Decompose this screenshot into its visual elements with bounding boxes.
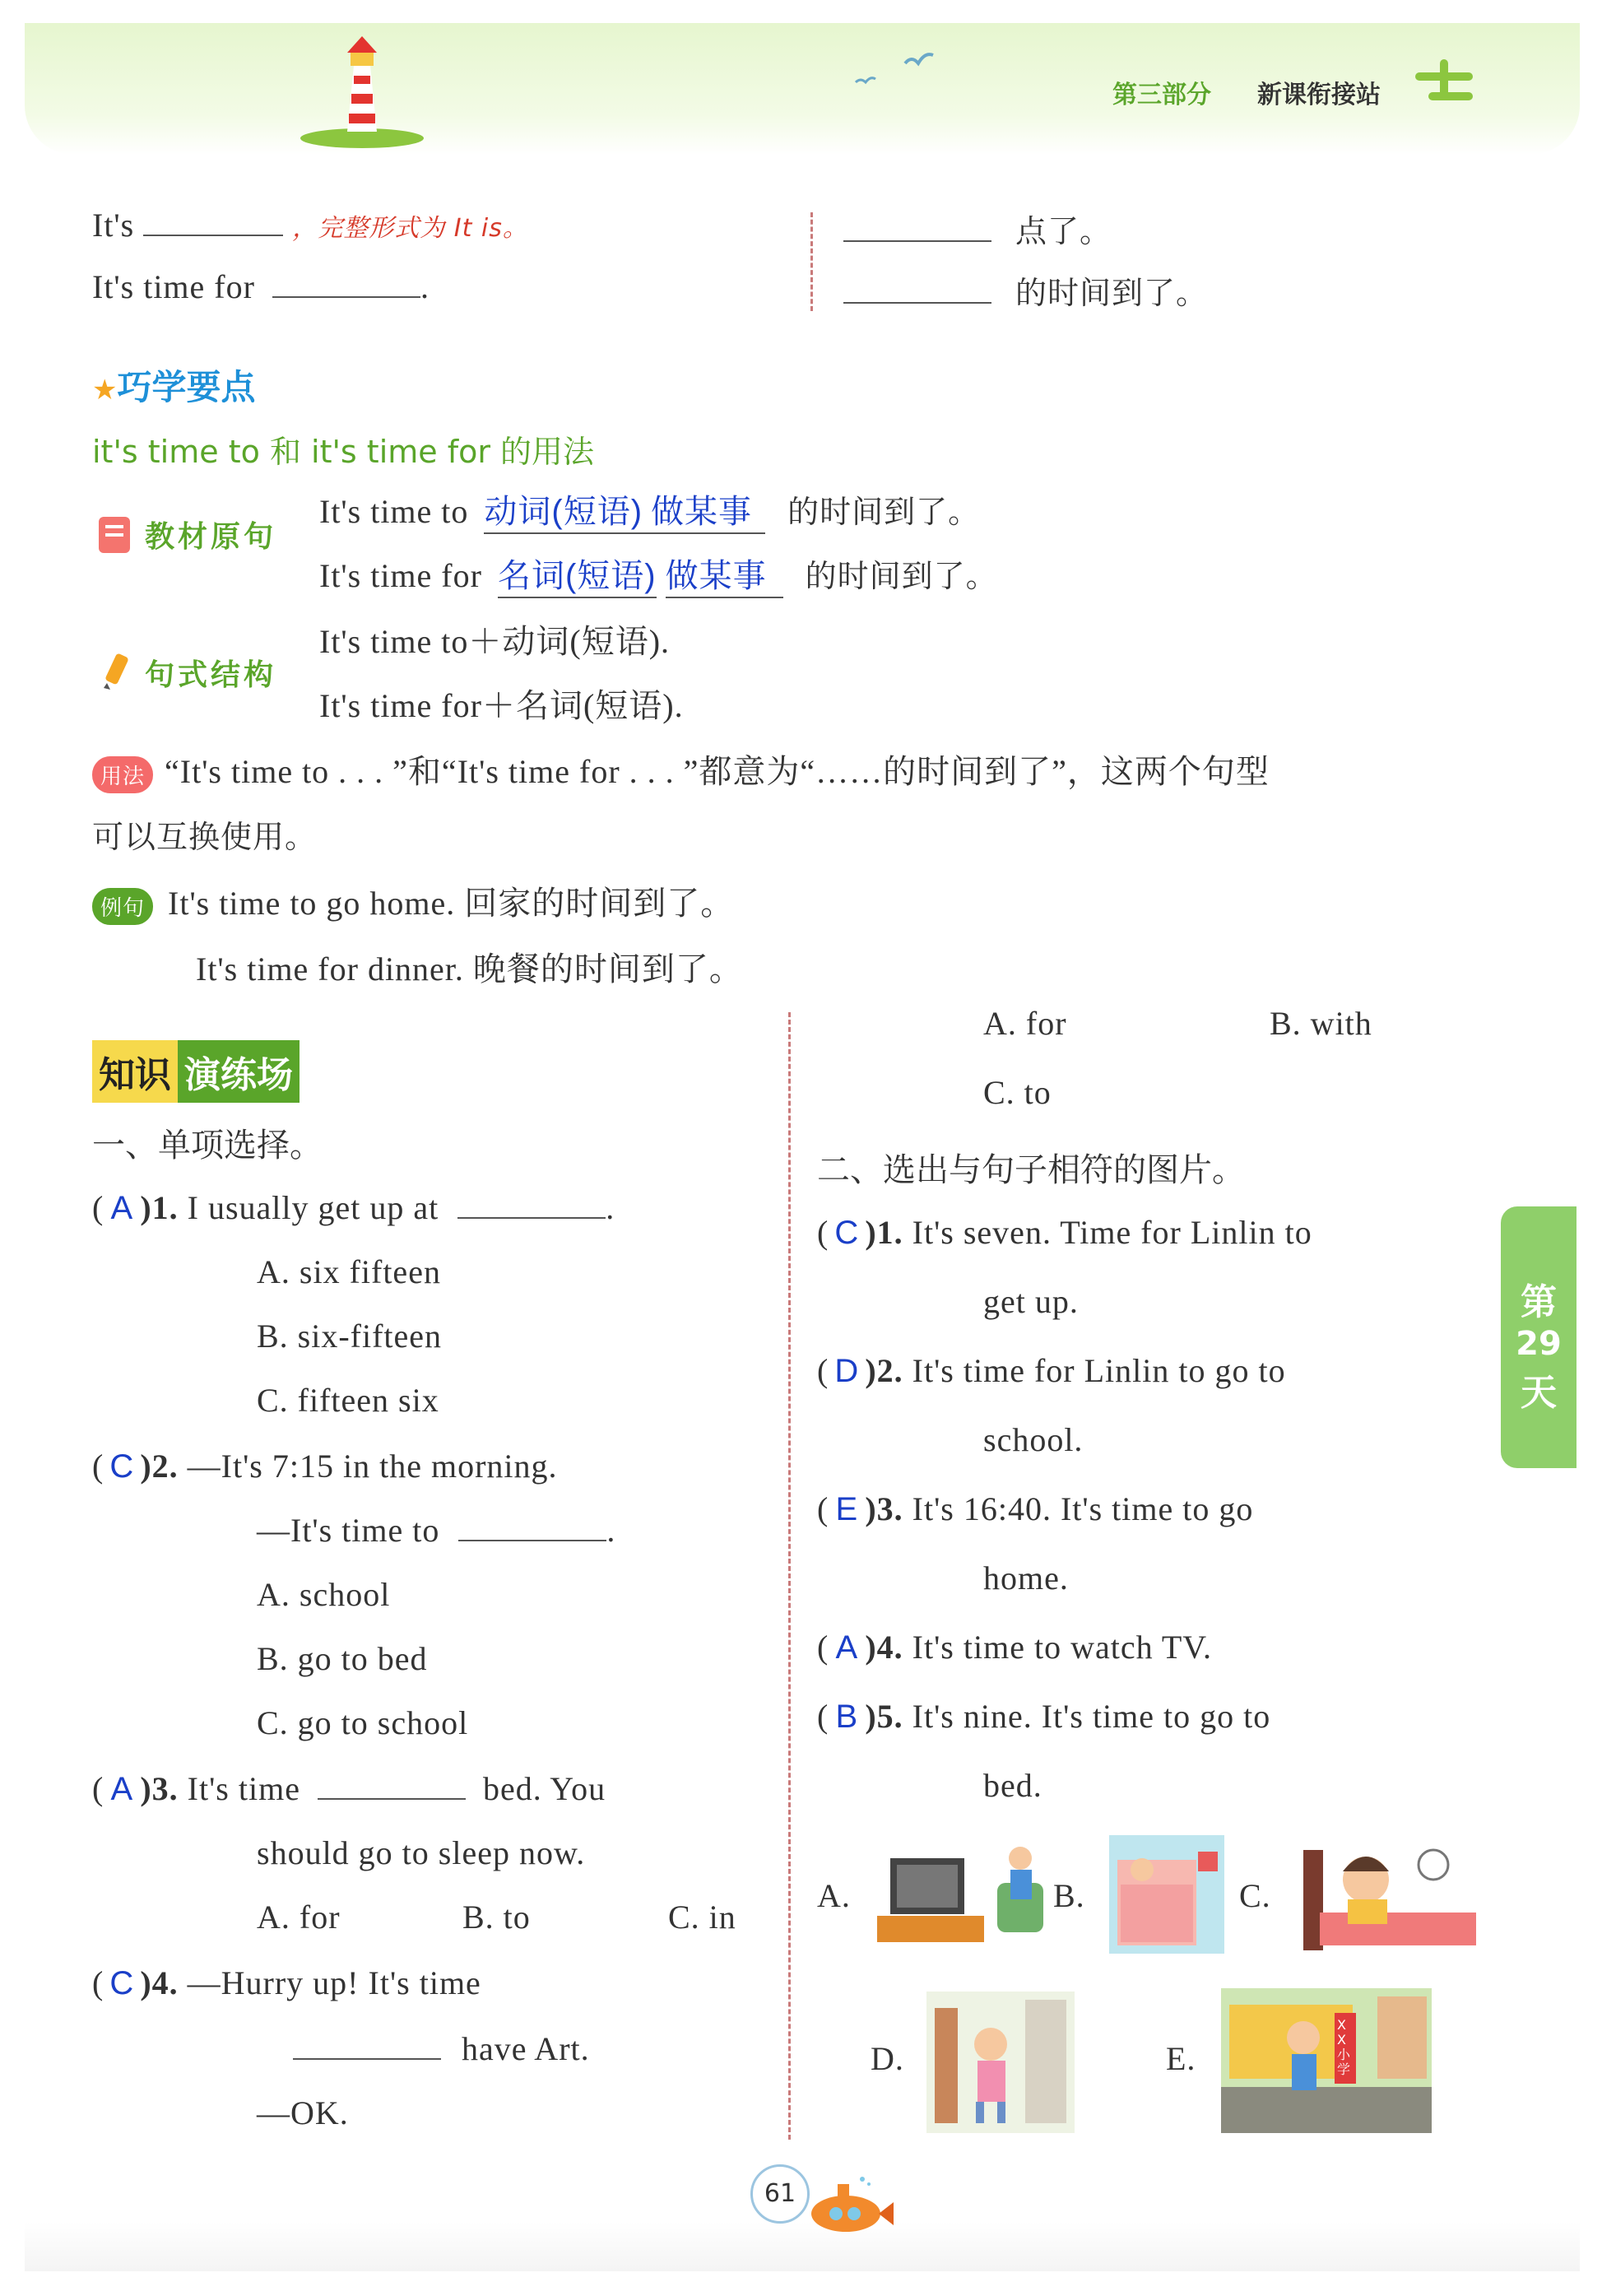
example-line-1 xyxy=(92,877,734,925)
match-1-answer: C xyxy=(834,1215,860,1251)
q4-blank xyxy=(293,2058,441,2060)
match-3-num: )3. xyxy=(865,1490,903,1527)
q2-answer: C xyxy=(109,1448,135,1485)
match-3-answer: E xyxy=(835,1491,859,1527)
practice-banner-b: 演练场 xyxy=(178,1040,300,1103)
top-row-2-end: . xyxy=(420,268,430,305)
structure-label-text: 句式结构 xyxy=(145,658,277,692)
star-icon: ★ xyxy=(92,374,118,407)
q1-option-b: B. six-fifteen xyxy=(257,1318,443,1355)
top-row-1-note: ，完整形式为 It is。 xyxy=(292,214,528,243)
top-row-2-text: It's time for xyxy=(92,268,255,305)
textbook-line-1-fill2: 做某事 xyxy=(643,486,765,534)
q1-end: . xyxy=(606,1189,615,1226)
q2-stem2-text: —It's time to xyxy=(257,1512,440,1549)
textbook-line-1-end: 的时间到了。 xyxy=(787,494,981,530)
textbook-line-1 xyxy=(319,486,980,534)
q3-option-b: B. to xyxy=(462,1899,531,1936)
q2-blank xyxy=(458,1540,606,1541)
top-row-2-right xyxy=(843,267,1208,313)
tips-heading-text: 巧学要点 xyxy=(117,367,256,407)
practice-banner-a: 知识 xyxy=(92,1040,178,1103)
book-icon xyxy=(92,512,137,556)
q4-answer: C xyxy=(109,1965,135,2001)
top-row-1-right-blank xyxy=(843,240,991,242)
q4-option-a: A. for xyxy=(983,1005,1067,1042)
q2-option-c: C. go to school xyxy=(257,1704,469,1741)
q3-stem-1: ( A )3. It's time bed. You xyxy=(92,1770,606,1807)
q2-stem1-text: —It's 7:15 in the morning. xyxy=(187,1448,558,1485)
tv-picture xyxy=(874,1834,1047,1949)
bed-picture xyxy=(1109,1835,1224,1954)
pic-label-a: A. xyxy=(817,1877,851,1914)
q4-stem2-text: have Art. xyxy=(462,2030,590,2067)
q3-stem-2: should go to sleep now. xyxy=(257,1834,586,1871)
match-3-l2: home. xyxy=(983,1559,1069,1597)
top-table-divider xyxy=(810,212,813,311)
top-row-1-text: It's xyxy=(92,207,135,244)
page-number: 61 xyxy=(750,2164,810,2224)
walking-home-picture xyxy=(1221,1988,1432,2133)
header-title: 新课衔接站 xyxy=(1257,81,1381,109)
match-5: ( B )5. It's nine. It's time to go to xyxy=(817,1698,1271,1735)
textbook-line-1-start: It's time to xyxy=(319,493,469,530)
top-row-1-right-text: 点了。 xyxy=(1015,213,1112,249)
textbook-line-1-fill1: 动词(短语) xyxy=(484,486,643,534)
seagull-icon xyxy=(847,45,938,95)
pic-label-e: E. xyxy=(1166,2040,1196,2077)
header-section-label: 第三部分 xyxy=(1112,81,1211,109)
match-1-num: )1. xyxy=(865,1214,903,1251)
match-5-answer: B xyxy=(835,1699,859,1735)
header-deco-icon xyxy=(1409,56,1483,114)
top-row-1-right xyxy=(843,206,1112,251)
pencil-icon xyxy=(92,650,137,695)
q2-option-a: A. school xyxy=(257,1576,391,1613)
pic-label-d: D. xyxy=(871,2040,904,2077)
match-4-num: )4. xyxy=(865,1629,903,1666)
match-1: ( C )1. It's seven. Time for Linlin to xyxy=(817,1214,1312,1251)
practice-divider xyxy=(788,1012,791,2140)
q3-stem1b: bed. You xyxy=(482,1770,606,1807)
match-2-l2: school. xyxy=(983,1421,1084,1458)
q4-options-ab xyxy=(983,1004,1372,1043)
usage-line-2: 可以互换使用。 xyxy=(92,819,318,855)
textbook-line-2-fill1: 名词(短语) xyxy=(498,550,657,598)
q2-num: )2. xyxy=(140,1448,179,1485)
match-2-num: )2. xyxy=(865,1352,903,1389)
side-day-tab xyxy=(1501,1206,1576,1468)
q4-stem-3: —OK. xyxy=(257,2094,349,2131)
top-row-1-blank xyxy=(143,235,283,236)
example-line-2: It's time for dinner. 晚餐的时间到了。 xyxy=(196,950,743,988)
textbook-line-2-end: 的时间到了。 xyxy=(805,558,998,594)
textbook-line-2-start: It's time for xyxy=(319,557,482,594)
match-4: ( A )4. It's time to watch TV. xyxy=(817,1629,1213,1666)
structure-line-1: It's time to＋动词(短语). xyxy=(319,623,671,660)
usage-line-1-text: “It's time to . . . ”和“It's time for . . . ”都意为“……的时间到了”，这两个句型 xyxy=(165,753,1270,790)
tips-subtitle: it's time to 和 it's time for 的用法 xyxy=(92,434,595,470)
match-5-l2: bed. xyxy=(983,1767,1042,1804)
match-4-answer: A xyxy=(835,1629,859,1666)
q4-stem-1: ( C )4. —Hurry up! It's time xyxy=(92,1964,481,2001)
q3-answer: A xyxy=(110,1771,134,1807)
side-tab-c: 天 xyxy=(1521,1372,1557,1414)
match-2-l1: It's time for Linlin to go to xyxy=(912,1352,1286,1389)
match-3-l1: It's 16:40. It's time to go xyxy=(912,1490,1254,1527)
match-2-answer: D xyxy=(834,1353,860,1389)
q1-num: )1. xyxy=(140,1189,179,1226)
q3-option-a: A. for xyxy=(257,1899,341,1936)
q4-stem1-text: —Hurry up! It's time xyxy=(187,1964,481,2001)
top-row-2-blank xyxy=(272,296,420,298)
q4-stem-2 xyxy=(293,2029,590,2068)
match-3: ( E )3. It's 16:40. It's time to go xyxy=(817,1490,1254,1527)
pic-label-c: C. xyxy=(1239,1877,1271,1914)
match-4-l1: It's time to watch TV. xyxy=(912,1629,1213,1666)
q3-option-c: C. in xyxy=(668,1899,736,1936)
q2-stem-1: ( C )2. —It's 7:15 in the morning. xyxy=(92,1448,558,1485)
q1-stem: ( A )1. I usually get up at . xyxy=(92,1189,615,1226)
usage-line-1 xyxy=(92,746,1270,793)
example-badge: 例句 xyxy=(92,888,153,925)
top-row-2-right-blank xyxy=(843,302,991,304)
section1-title: 一、单项选择。 xyxy=(92,1127,323,1164)
q4-option-c: C. to xyxy=(983,1074,1052,1111)
match-5-num: )5. xyxy=(865,1698,903,1735)
section2-title: 二、选出与句子相符的图片。 xyxy=(817,1151,1245,1189)
side-tab-b: 29 xyxy=(1516,1325,1562,1363)
example-line-1-text: It's time to go home. 回家的时间到了。 xyxy=(168,885,735,922)
school-gate-picture xyxy=(926,1992,1075,2133)
q1-option-c: C. fifteen six xyxy=(257,1382,439,1419)
side-tab-a: 第 xyxy=(1521,1281,1557,1323)
practice-banner xyxy=(92,1040,300,1103)
q3-num: )3. xyxy=(140,1770,179,1807)
q4-num: )4. xyxy=(140,1964,179,2001)
q3-options xyxy=(257,1898,736,1936)
school-sign-text: XX小学 xyxy=(1337,2017,1351,2077)
q3-blank xyxy=(318,1798,466,1800)
structure-label xyxy=(92,650,276,695)
wake-up-picture xyxy=(1295,1834,1478,1955)
pic-label-b: B. xyxy=(1053,1877,1085,1914)
q1-blank xyxy=(457,1217,606,1219)
q1-option-a: A. six fifteen xyxy=(257,1253,441,1290)
structure-line-2: It's time for＋名词(短语). xyxy=(319,687,684,724)
tips-heading xyxy=(92,360,256,410)
q2-end: . xyxy=(606,1512,616,1549)
match-1-l1: It's seven. Time for Linlin to xyxy=(912,1214,1312,1251)
submarine-icon xyxy=(796,2173,895,2238)
textbook-line-2 xyxy=(319,550,998,598)
match-5-l1: It's nine. It's time to go to xyxy=(912,1698,1271,1735)
q1-stem-text: I usually get up at xyxy=(187,1189,439,1226)
q2-stem-2 xyxy=(257,1511,615,1550)
match-1-l2: get up. xyxy=(983,1283,1079,1320)
textbook-label-text: 教材原句 xyxy=(145,519,277,554)
match-2: ( D )2. It's time for Linlin to go to xyxy=(817,1352,1286,1389)
textbook-label xyxy=(92,512,276,556)
lighthouse-icon xyxy=(296,25,428,148)
q4-option-b: B. with xyxy=(1270,1005,1372,1042)
top-row-2-right-text: 的时间到了。 xyxy=(1015,275,1209,311)
top-row-1 xyxy=(92,206,528,244)
q2-option-b: B. go to bed xyxy=(257,1640,428,1677)
usage-badge: 用法 xyxy=(92,756,153,793)
q1-answer: A xyxy=(110,1190,134,1226)
top-row-2 xyxy=(92,267,430,306)
q3-stem1a: It's time xyxy=(187,1770,300,1807)
textbook-line-2-fill2: 做某事 xyxy=(666,550,783,598)
